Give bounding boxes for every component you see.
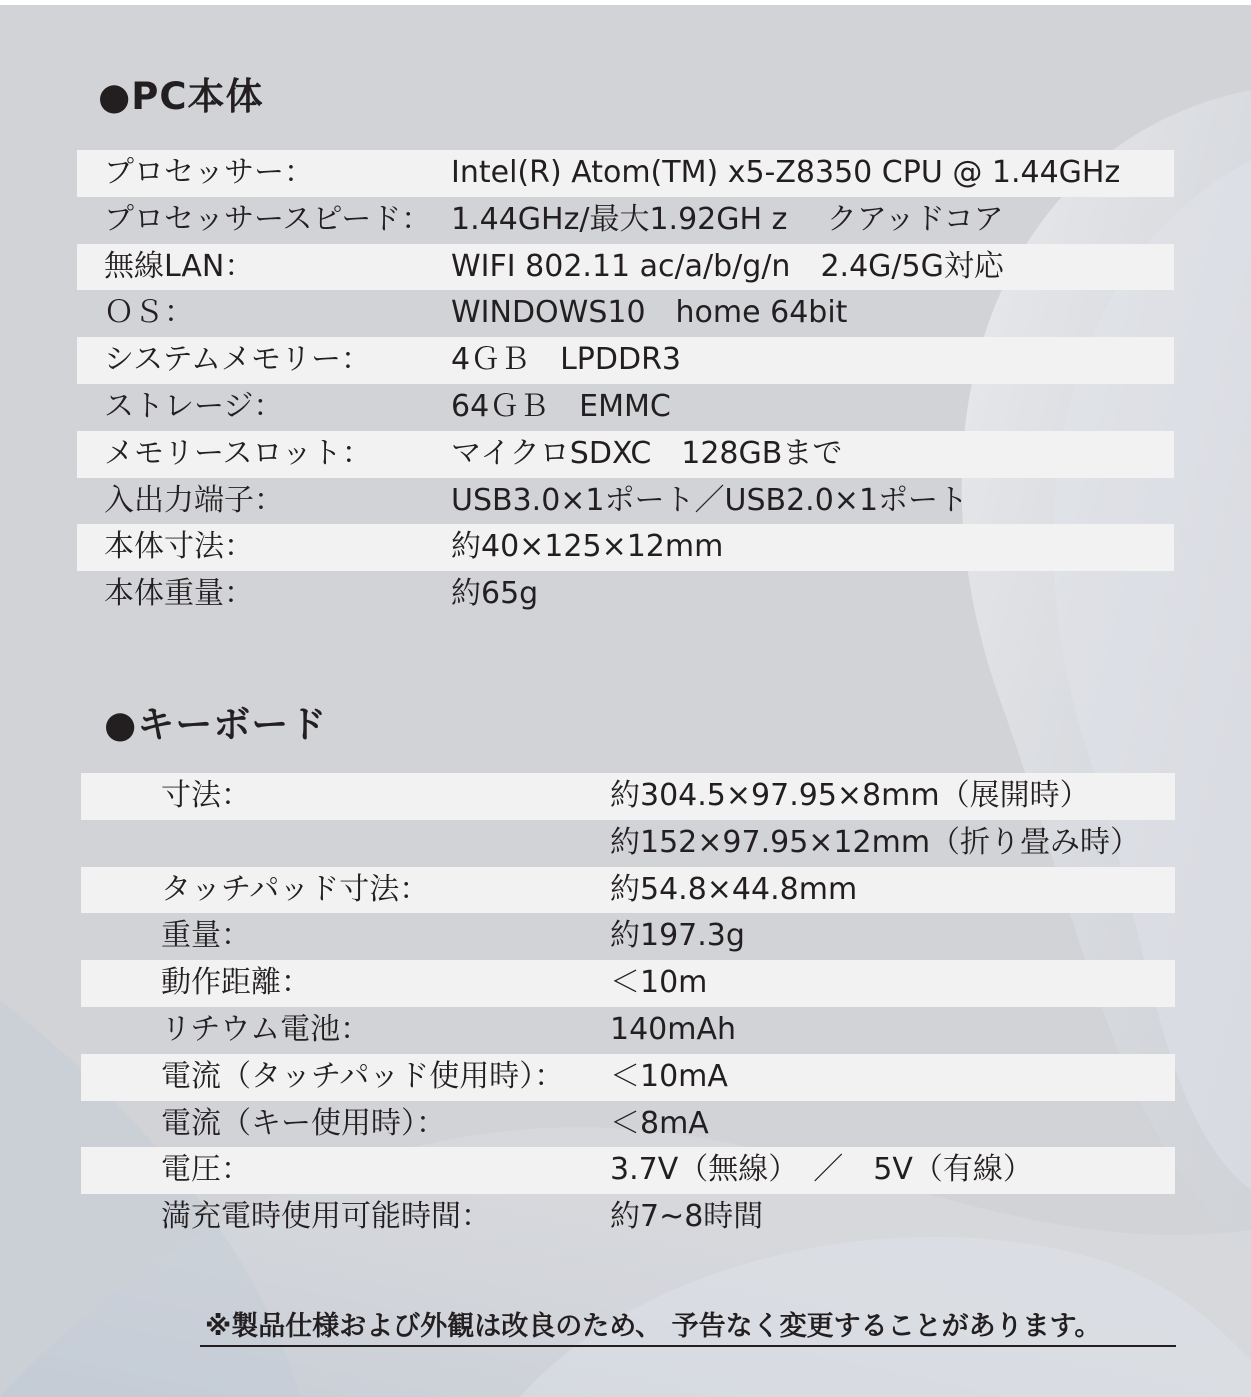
- spec-label: 寸法：: [161, 778, 251, 813]
- spec-value: 約304.5×97.95×8mm（展開時）: [610, 778, 1090, 813]
- spec-row: [77, 290, 1174, 337]
- spec-value: WINDOWS10 home 64bit: [451, 295, 848, 331]
- spec-value: Intel(R) Atom(TM) x5-Z8350 CPU @ 1.44GHz: [451, 155, 1121, 190]
- spec-label: 電流（キー使用時）：: [161, 1105, 446, 1141]
- spec-value: 約152×97.95×12mm（折り畳み時）: [610, 824, 1141, 860]
- spec-label: 重量：: [161, 918, 251, 954]
- note-underline: [200, 1345, 1176, 1347]
- spec-label: タッチパッド寸法：: [161, 871, 430, 907]
- spec-label: 入出力端子：: [104, 482, 284, 518]
- disclaimer-note: ※製品仕様および外観は改良のため、 予告なく変更することがあります。: [205, 1311, 1102, 1342]
- spec-value: 約40×125×12mm: [451, 529, 724, 565]
- spec-value: ＜10mA: [610, 1058, 728, 1094]
- spec-row: [81, 960, 1175, 1007]
- spec-label: 電圧：: [161, 1152, 251, 1188]
- spec-row: [77, 244, 1174, 291]
- spec-value: 4ＧＢ LPDDR3: [451, 342, 682, 378]
- spec-row: [81, 1007, 1175, 1054]
- spec-value: ＜8mA: [610, 1105, 709, 1141]
- spec-value: 140mAh: [610, 1011, 737, 1047]
- spec-row: [81, 1054, 1175, 1101]
- spec-value: ＜10m: [610, 965, 708, 1001]
- spec-row: [77, 571, 1174, 618]
- spec-value: 3.7V（無線） ／ 5V（有線）: [610, 1152, 1033, 1188]
- spec-value: マイクロSDXC 128GBまで: [451, 435, 843, 471]
- spec-label: 無線LAN：: [104, 248, 255, 284]
- spec-label: 動作距離：: [161, 965, 311, 1001]
- section-heading-keyboard: ●キーボード: [104, 703, 328, 746]
- spec-label: プロセッサー：: [104, 155, 314, 190]
- section-heading-pc: ●PC本体: [98, 75, 264, 118]
- spec-row: [77, 478, 1174, 525]
- spec-label: 本体重量：: [104, 576, 254, 612]
- spec-value: 約65g: [451, 576, 539, 612]
- spec-value: 約197.3g: [610, 918, 745, 954]
- spec-label: プロセッサースピード：: [104, 201, 432, 237]
- spec-value: WIFI 802.11 ac/a/b/g/n 2.4G/5G対応: [451, 248, 1004, 284]
- spec-row: [81, 1147, 1175, 1194]
- spec-row: [81, 773, 1175, 820]
- spec-row: [81, 867, 1175, 914]
- spec-row: [81, 1194, 1175, 1241]
- spec-label: リチウム電池：: [161, 1011, 371, 1047]
- spec-row: [77, 150, 1174, 197]
- spec-label: ＯＳ：: [104, 295, 194, 331]
- spec-row: [77, 337, 1174, 384]
- spec-label: 電流（タッチパッド使用時）：: [161, 1058, 565, 1094]
- spec-label: システムメモリー：: [104, 342, 371, 378]
- keyboard-spec-table: [81, 773, 1175, 1241]
- spec-row: [77, 524, 1174, 571]
- spec-value: 1.44GHz/最大1.92GH z クアッドコア: [451, 201, 1004, 237]
- spec-label: 満充電時使用可能時間：: [161, 1199, 491, 1235]
- spec-row: [77, 384, 1174, 431]
- spec-value: 約7~8時間: [610, 1199, 764, 1235]
- spec-label: ストレージ：: [104, 388, 284, 424]
- top-border: [0, 0, 1251, 5]
- pc-spec-table: [77, 150, 1174, 618]
- spec-row: [77, 431, 1174, 478]
- spec-value: 64ＧＢ EMMC: [451, 388, 671, 424]
- spec-value: 約54.8×44.8mm: [610, 871, 858, 907]
- spec-label: メモリースロット：: [104, 435, 372, 471]
- spec-row: [81, 913, 1175, 960]
- spec-row: [77, 197, 1174, 244]
- spec-row: [81, 1101, 1175, 1148]
- spec-value: USB3.0×1ポート／USB2.0×1ポート: [451, 482, 969, 518]
- spec-row: [81, 820, 1175, 867]
- spec-label: 本体寸法：: [104, 529, 254, 565]
